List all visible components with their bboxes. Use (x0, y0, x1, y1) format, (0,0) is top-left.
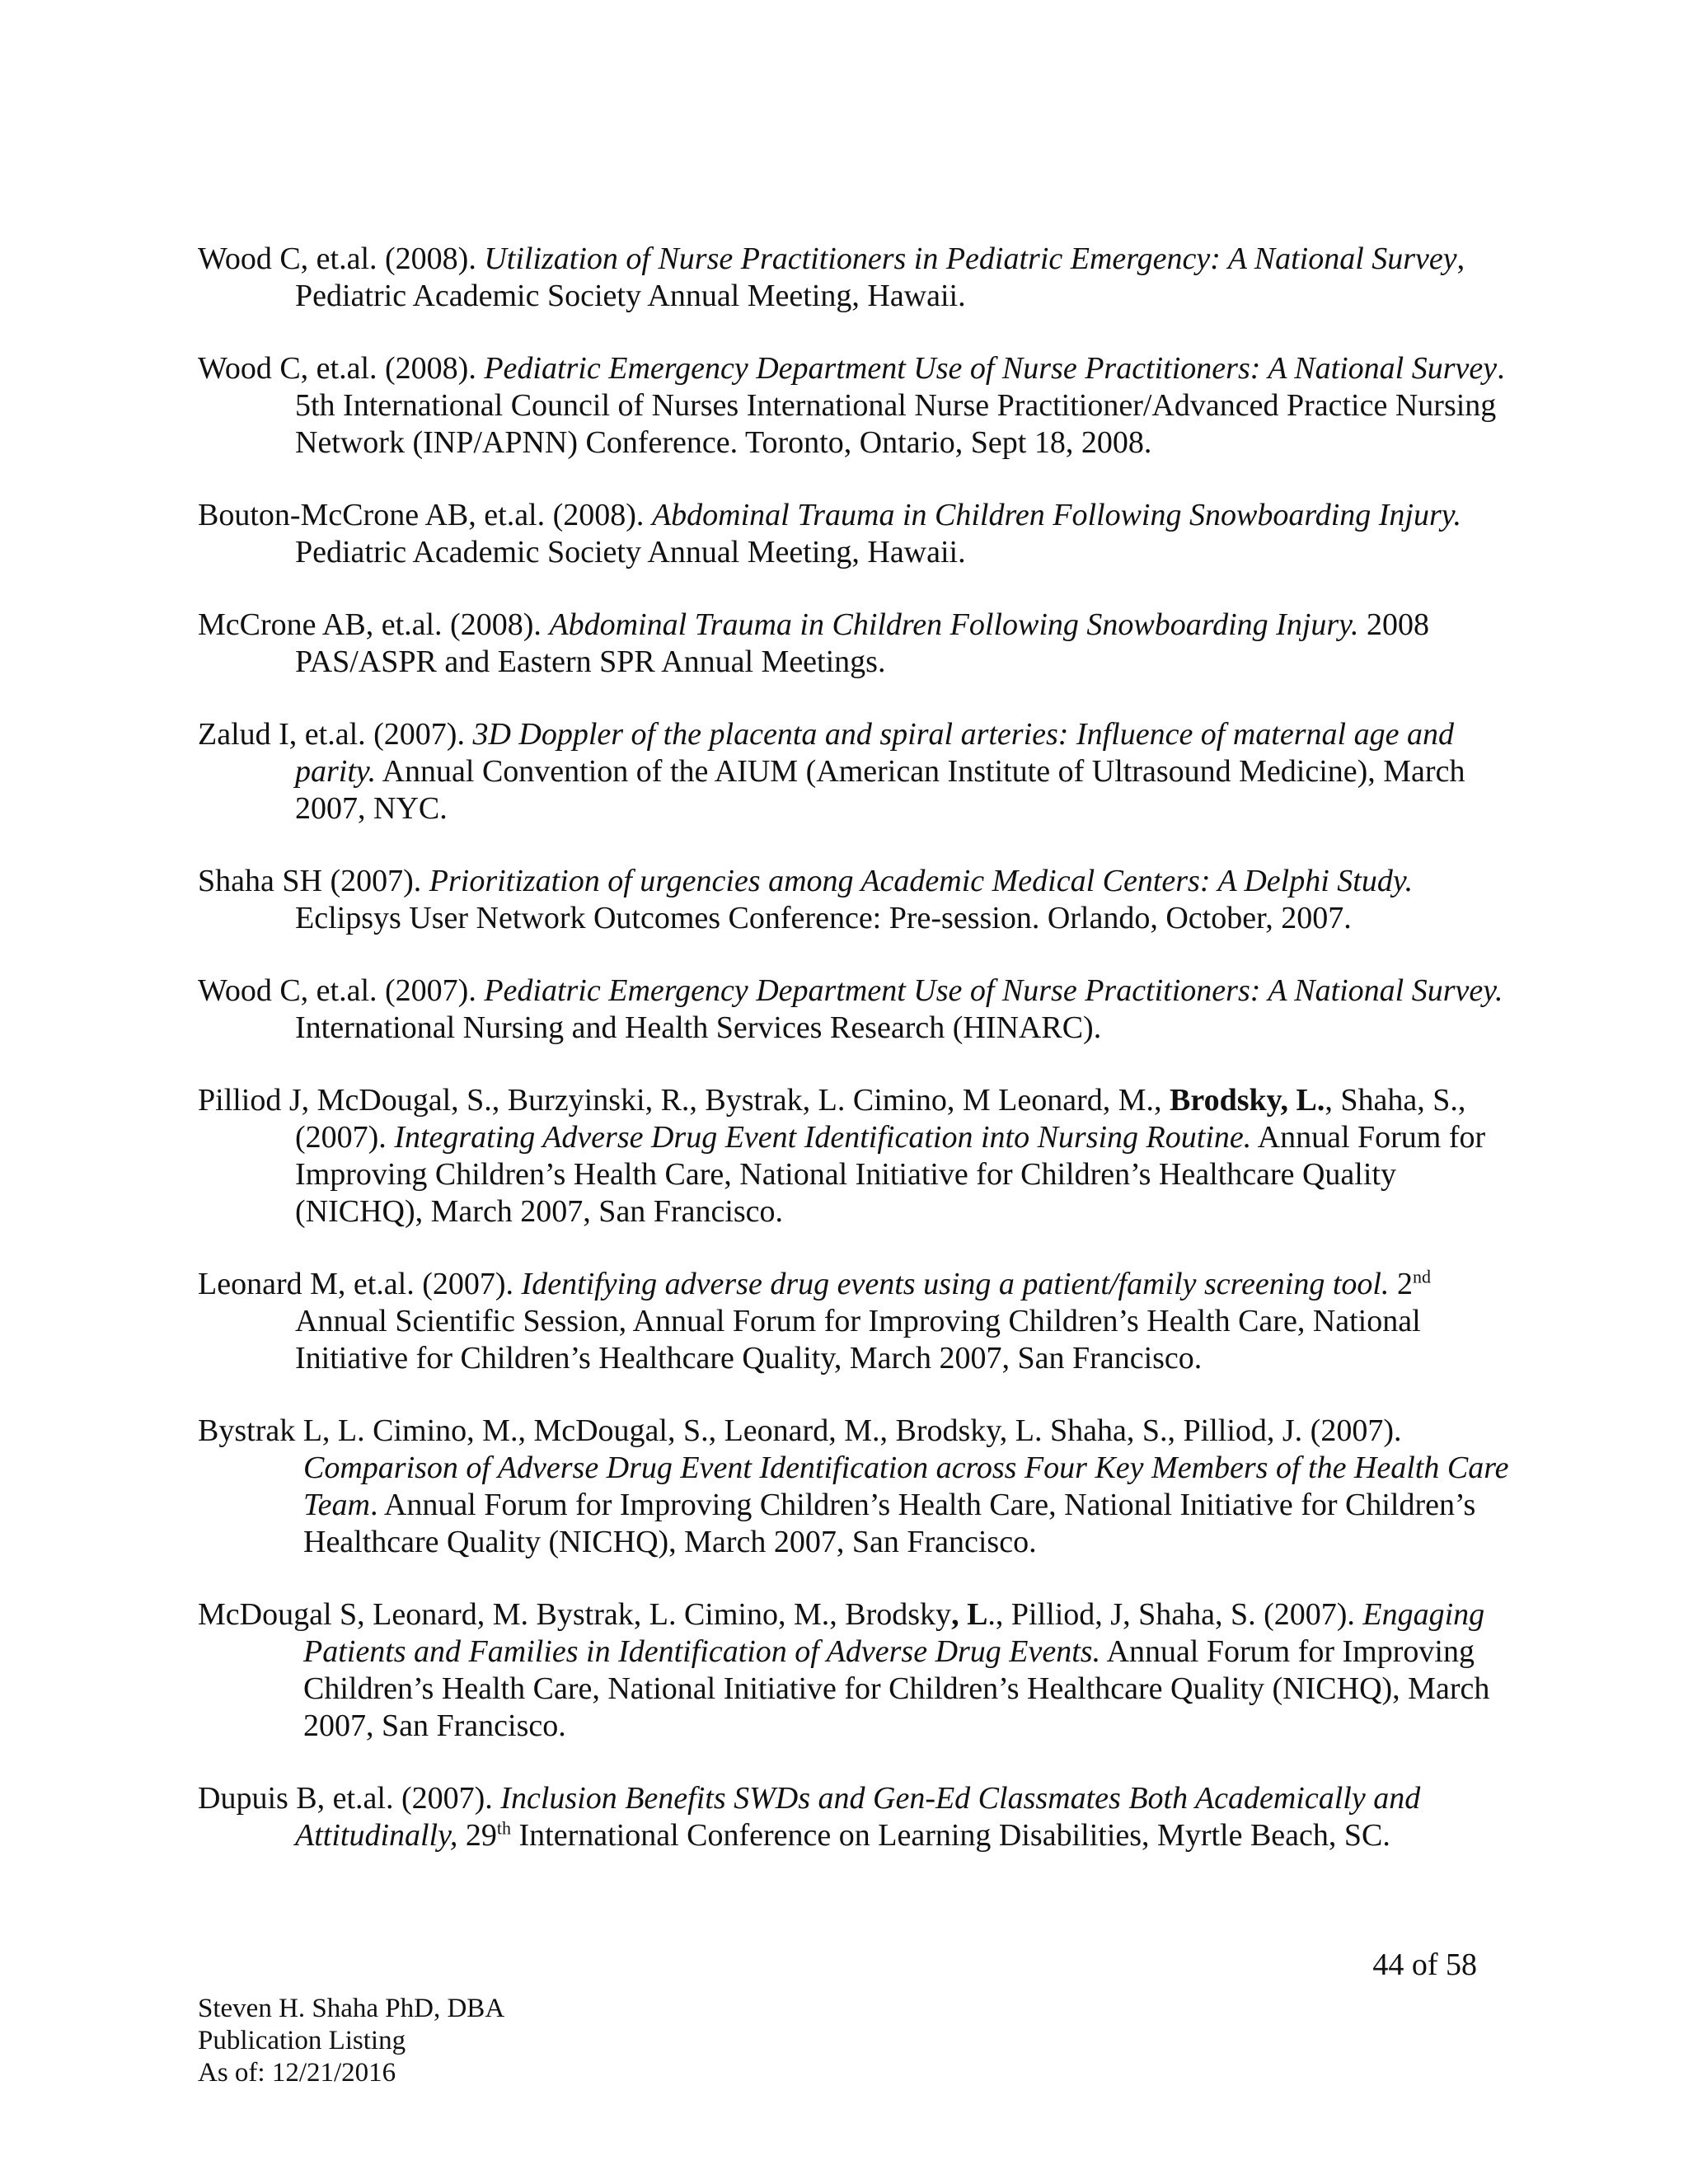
entry-title: Comparison of Adverse Drug Event Identification across Four Key Members of the Health Care Team (303, 1451, 1509, 1522)
list-item (198, 716, 1517, 827)
entry-authors-highlight: , L (951, 1597, 988, 1632)
entry-authors: Bystrak L, L. Cimino, M., McDougal, S., Leonard, M., Brodsky, L. Shaha, S., Pilliod, J. (2007). (198, 1413, 1402, 1448)
entry-title: Engaging Patients and Families in Identification of Adverse Drug Events. (303, 1597, 1485, 1669)
entry-authors: McCrone AB, et.al. (2008). (198, 607, 550, 642)
list-item (198, 241, 1517, 315)
entry-authors: Dupuis B, et.al. (2007). (198, 1781, 501, 1816)
entry-title: Pediatric Emergency Department Use of Nurse Practitioners: A National Survey (484, 351, 1498, 386)
entry-title: 3D Doppler of the placenta and spiral arteries: Influence of maternal age and parity. (295, 717, 1454, 789)
list-item (198, 972, 1517, 1047)
entry-venue: International Conference on Learning Disabilities, Myrtle Beach, SC. (511, 1818, 1390, 1853)
footer-date: As of: 12/21/2016 (198, 2058, 396, 2088)
entry-authors: Zalud I, et.al. (2007). (198, 717, 473, 752)
entry-authors: McDougal S, Leonard, M. Bystrak, L. Cimino, M., Brodsky (198, 1597, 952, 1632)
entry-authors: Wood C, et.al. (2008). (198, 241, 485, 276)
entry-venue: . Annual Forum for Improving Children’s Health Care, National Initiative for Children’s Healthcare Quality (NICHQ), March 2007, San Francisco. (303, 1488, 1476, 1559)
list-item (198, 497, 1517, 571)
ordinal-suffix: th (496, 1817, 512, 1839)
entry-title: Abdominal Trauma in Children Following Snowboarding Injury. (651, 498, 1462, 532)
list-item (198, 1596, 1517, 1745)
entry-title: Prioritization of urgencies among Academic Medical Centers: A Delphi Study. (429, 864, 1414, 898)
list-item (198, 1082, 1517, 1230)
entry-authors-rest: ., Pilliod, J, Shaha, S. (2007). (987, 1597, 1363, 1632)
list-item (198, 607, 1517, 681)
publication-list (198, 241, 1517, 1890)
page-number: 44 of 58 (1372, 1947, 1477, 1982)
entry-title: Inclusion Benefits SWDs and Gen-Ed Classmates Both Academically and Attitudinally, (295, 1781, 1421, 1853)
entry-authors: Shaha SH (2007). (198, 864, 429, 898)
list-item (198, 1780, 1517, 1854)
entry-venue: , Pediatric Academic Society Annual Meeting, Hawaii. (295, 241, 1465, 313)
entry-authors: Bouton-McCrone AB, et.al. (2008). (198, 498, 652, 532)
entry-authors-rest: , Shaha, S., (2007). (295, 1083, 1466, 1155)
entry-authors: Wood C, et.al. (2007). (198, 973, 485, 1008)
entry-venue-ordinal: 2 (1389, 1267, 1413, 1301)
list-item (198, 1413, 1517, 1561)
entry-venue: Annual Convention of the AIUM (American Institute of Ultrasound Medicine), March 2007, NYC. (295, 754, 1465, 826)
entry-title: Pediatric Emergency Department Use of Nurse Practitioners: A National Survey. (484, 973, 1503, 1008)
entry-venue: Eclipsys User Network Outcomes Conference: Pre-session. Orlando, October, 2007. (295, 901, 1352, 935)
page-footer (198, 1993, 504, 2089)
entry-authors: Wood C, et.al. (2008). (198, 351, 485, 386)
entry-title: Abdominal Trauma in Children Following Snowboarding Injury. (549, 607, 1359, 642)
entry-venue: . 5th International Council of Nurses International Nurse Practitioner/Advanced Practice Nursing Network (INP/APNN) Conference. Toronto, Ontario, Sept 18, 2008. (295, 351, 1505, 460)
entry-venue: International Nursing and Health Services Research (HINARC). (295, 1010, 1102, 1045)
footer-document-title: Publication Listing (198, 2026, 406, 2055)
entry-title: Utilization of Nurse Practitioners in Pediatric Emergency: A National Survey (484, 241, 1457, 276)
list-item (198, 350, 1517, 462)
entry-venue: Annual Forum for Improving Children’s Health Care, National Initiative for Children’s Healthcare Quality (NICHQ), March 2007, San Francisco. (295, 1120, 1486, 1229)
entry-authors: Leonard M, et.al. (2007). (198, 1267, 522, 1301)
entry-venue-ordinal: 29 (457, 1818, 497, 1853)
entry-venue: Annual Forum for Improving Children’s Health Care, National Initiative for Children’s Healthcare Quality (NICHQ), March 2007, San Francisco. (303, 1634, 1490, 1743)
entry-title: Integrating Adverse Drug Event Identification into Nursing Routine. (394, 1120, 1252, 1155)
ordinal-suffix: nd (1412, 1266, 1431, 1287)
entry-authors: Pilliod J, McDougal, S., Burzyinski, R., Bystrak, L. Cimino, M Leonard, M., (198, 1083, 1170, 1118)
list-item (198, 1266, 1517, 1377)
entry-authors-highlight: Brodsky, L. (1170, 1083, 1325, 1118)
entry-title: Identifying adverse drug events using a patient/family screening tool. (521, 1267, 1390, 1301)
entry-venue: Annual Scientific Session, Annual Forum for Improving Children’s Health Care, National Initiative for Children’s Healthcare Quality, March 2007, San Francisco. (295, 1304, 1421, 1376)
footer-author: Steven H. Shaha PhD, DBA (198, 1994, 505, 2023)
entry-venue: Pediatric Academic Society Annual Meeting, Hawaii. (295, 535, 966, 569)
entry-venue: 2008 PAS/ASPR and Eastern SPR Annual Meetings. (295, 607, 1429, 679)
list-item (198, 863, 1517, 937)
